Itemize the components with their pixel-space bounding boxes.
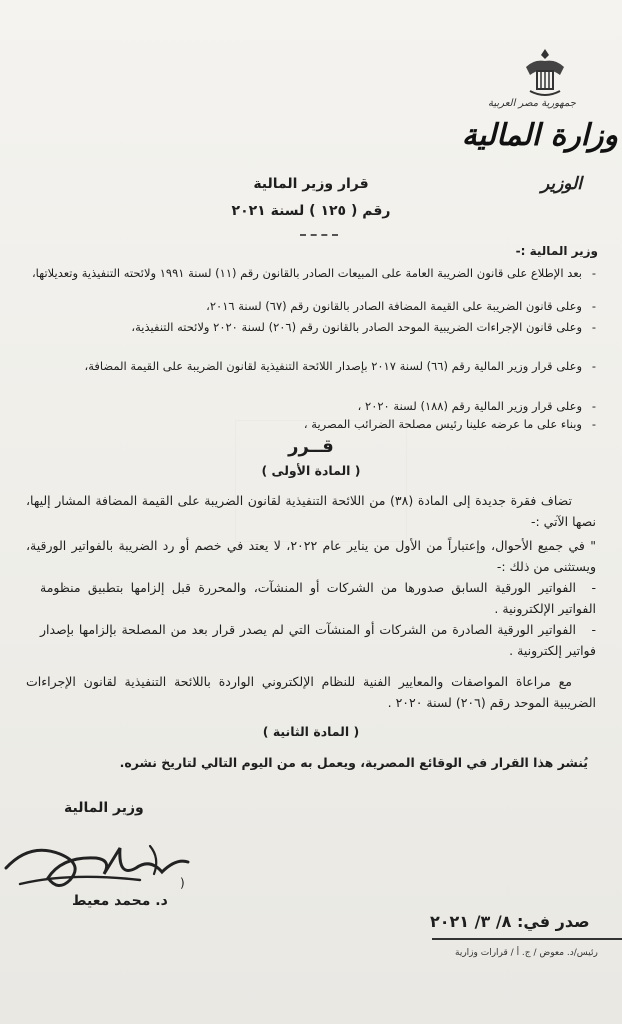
- article-1-intro: تضاف فقرة جديدة إلى المادة (٣٨) من اللائحة التنفيذية لقانون الضريبة على القيمة المضافة المشار إليها، نصها الآتي :-: [26, 493, 596, 529]
- signature-paren: (: [180, 876, 185, 890]
- republic-name: جمهورية مصر العربية: [488, 98, 576, 109]
- handwritten-signature: [0, 828, 200, 903]
- article-1-quote: " في جميع الأحوال، وإعتباراً من الأول من يناير عام ٢٠٢٢، لا يعتد في خصم أو رد الضريبة بالفواتير الورقية، ويستثنى من ذلك :-: [26, 538, 597, 574]
- eagle-emblem-icon: [522, 45, 568, 101]
- preamble-item: -وعلى قرار وزير المالية رقم (٦٦) لسنة ٢٠١٧ بإصدار اللائحة التنفيذية لقانون الضريبة على القيمة المضافة،: [84, 359, 596, 373]
- preamble-item: -وعلى قرار وزير المالية رقم (١٨٨) لسنة ٢٠٢٠ ،: [357, 399, 596, 413]
- issue-date: صدر في: ٨/ ٣/ ٢٠٢١: [430, 912, 590, 931]
- divider: [300, 234, 338, 236]
- ministry-name: وزارة المالية: [461, 118, 618, 153]
- article-2-text: يُنشر هذا القرار في الوقائع المصرية، ويعمل به من اليوم التالي لتاريخ نشره.: [119, 755, 588, 770]
- minister-label: الوزير: [540, 174, 582, 194]
- preamble-item: -وعلى قانون الضريبة على القيمة المضافة الصادر بالقانون رقم (٦٧) لسنة ٢٠١٦،: [206, 299, 596, 313]
- signatory-title: وزير المالية: [64, 800, 144, 816]
- date-underline: [432, 938, 622, 940]
- article-2-heading: ( المادة الثانية ): [262, 724, 360, 739]
- preamble-item: -بعد الإطلاع على قانون الضريبة العامة على المبيعات الصادر بالقانون رقم (١١) لسنة ١٩٩١ ولائحته التنفيذية وتعديلاتها،: [31, 266, 596, 280]
- decision-heading: قــرر: [288, 436, 334, 457]
- signatory-name: د. محمد معيط: [72, 893, 168, 909]
- article-1-closing: مع مراعاة المواصفات والمعايير الفنية للنظام الإلكتروني الواردة باللائحة التنفيذية لقانون الإجراءات الضريبية الموحد رقم (٢٠٦) لسنة ٢٠٢٠ .: [26, 674, 596, 710]
- preamble-label: وزير المالية :-: [515, 244, 598, 258]
- preamble-item: -وبناء على ما عرضه علينا رئيس مصلحة الضرائب المصرية ،: [303, 417, 596, 431]
- exception-item: -الفواتير الورقية السابق صدورها من الشركات أو المنشآت، والمحررة قبل إلزامها بتطبيق منظومة الفواتير الإلكترونية .: [40, 580, 596, 616]
- decree-title: قرار وزير المالية: [253, 176, 369, 192]
- decree-number: رقم ( ١٢٥ ) لسنة ٢٠٢١: [231, 203, 391, 219]
- exception-item: -الفواتير الورقية الصادرة من الشركات أو المنشآت التي لم يصدر قرار بعد من المصلحة بإلزامها بإصدار فواتير إلكترونية .: [40, 622, 596, 658]
- preamble-item: -وعلى قانون الإجراءات الضريبية الموحد الصادر بالقانون رقم (٢٠٦) لسنة ٢٠٢٠ ولائحته التنفيذية،: [131, 320, 596, 334]
- article-1-heading: ( المادة الأولى ): [261, 463, 361, 478]
- reference-note: رئيس/د. معوض / ج. أ / قرارات وزارية: [455, 948, 598, 958]
